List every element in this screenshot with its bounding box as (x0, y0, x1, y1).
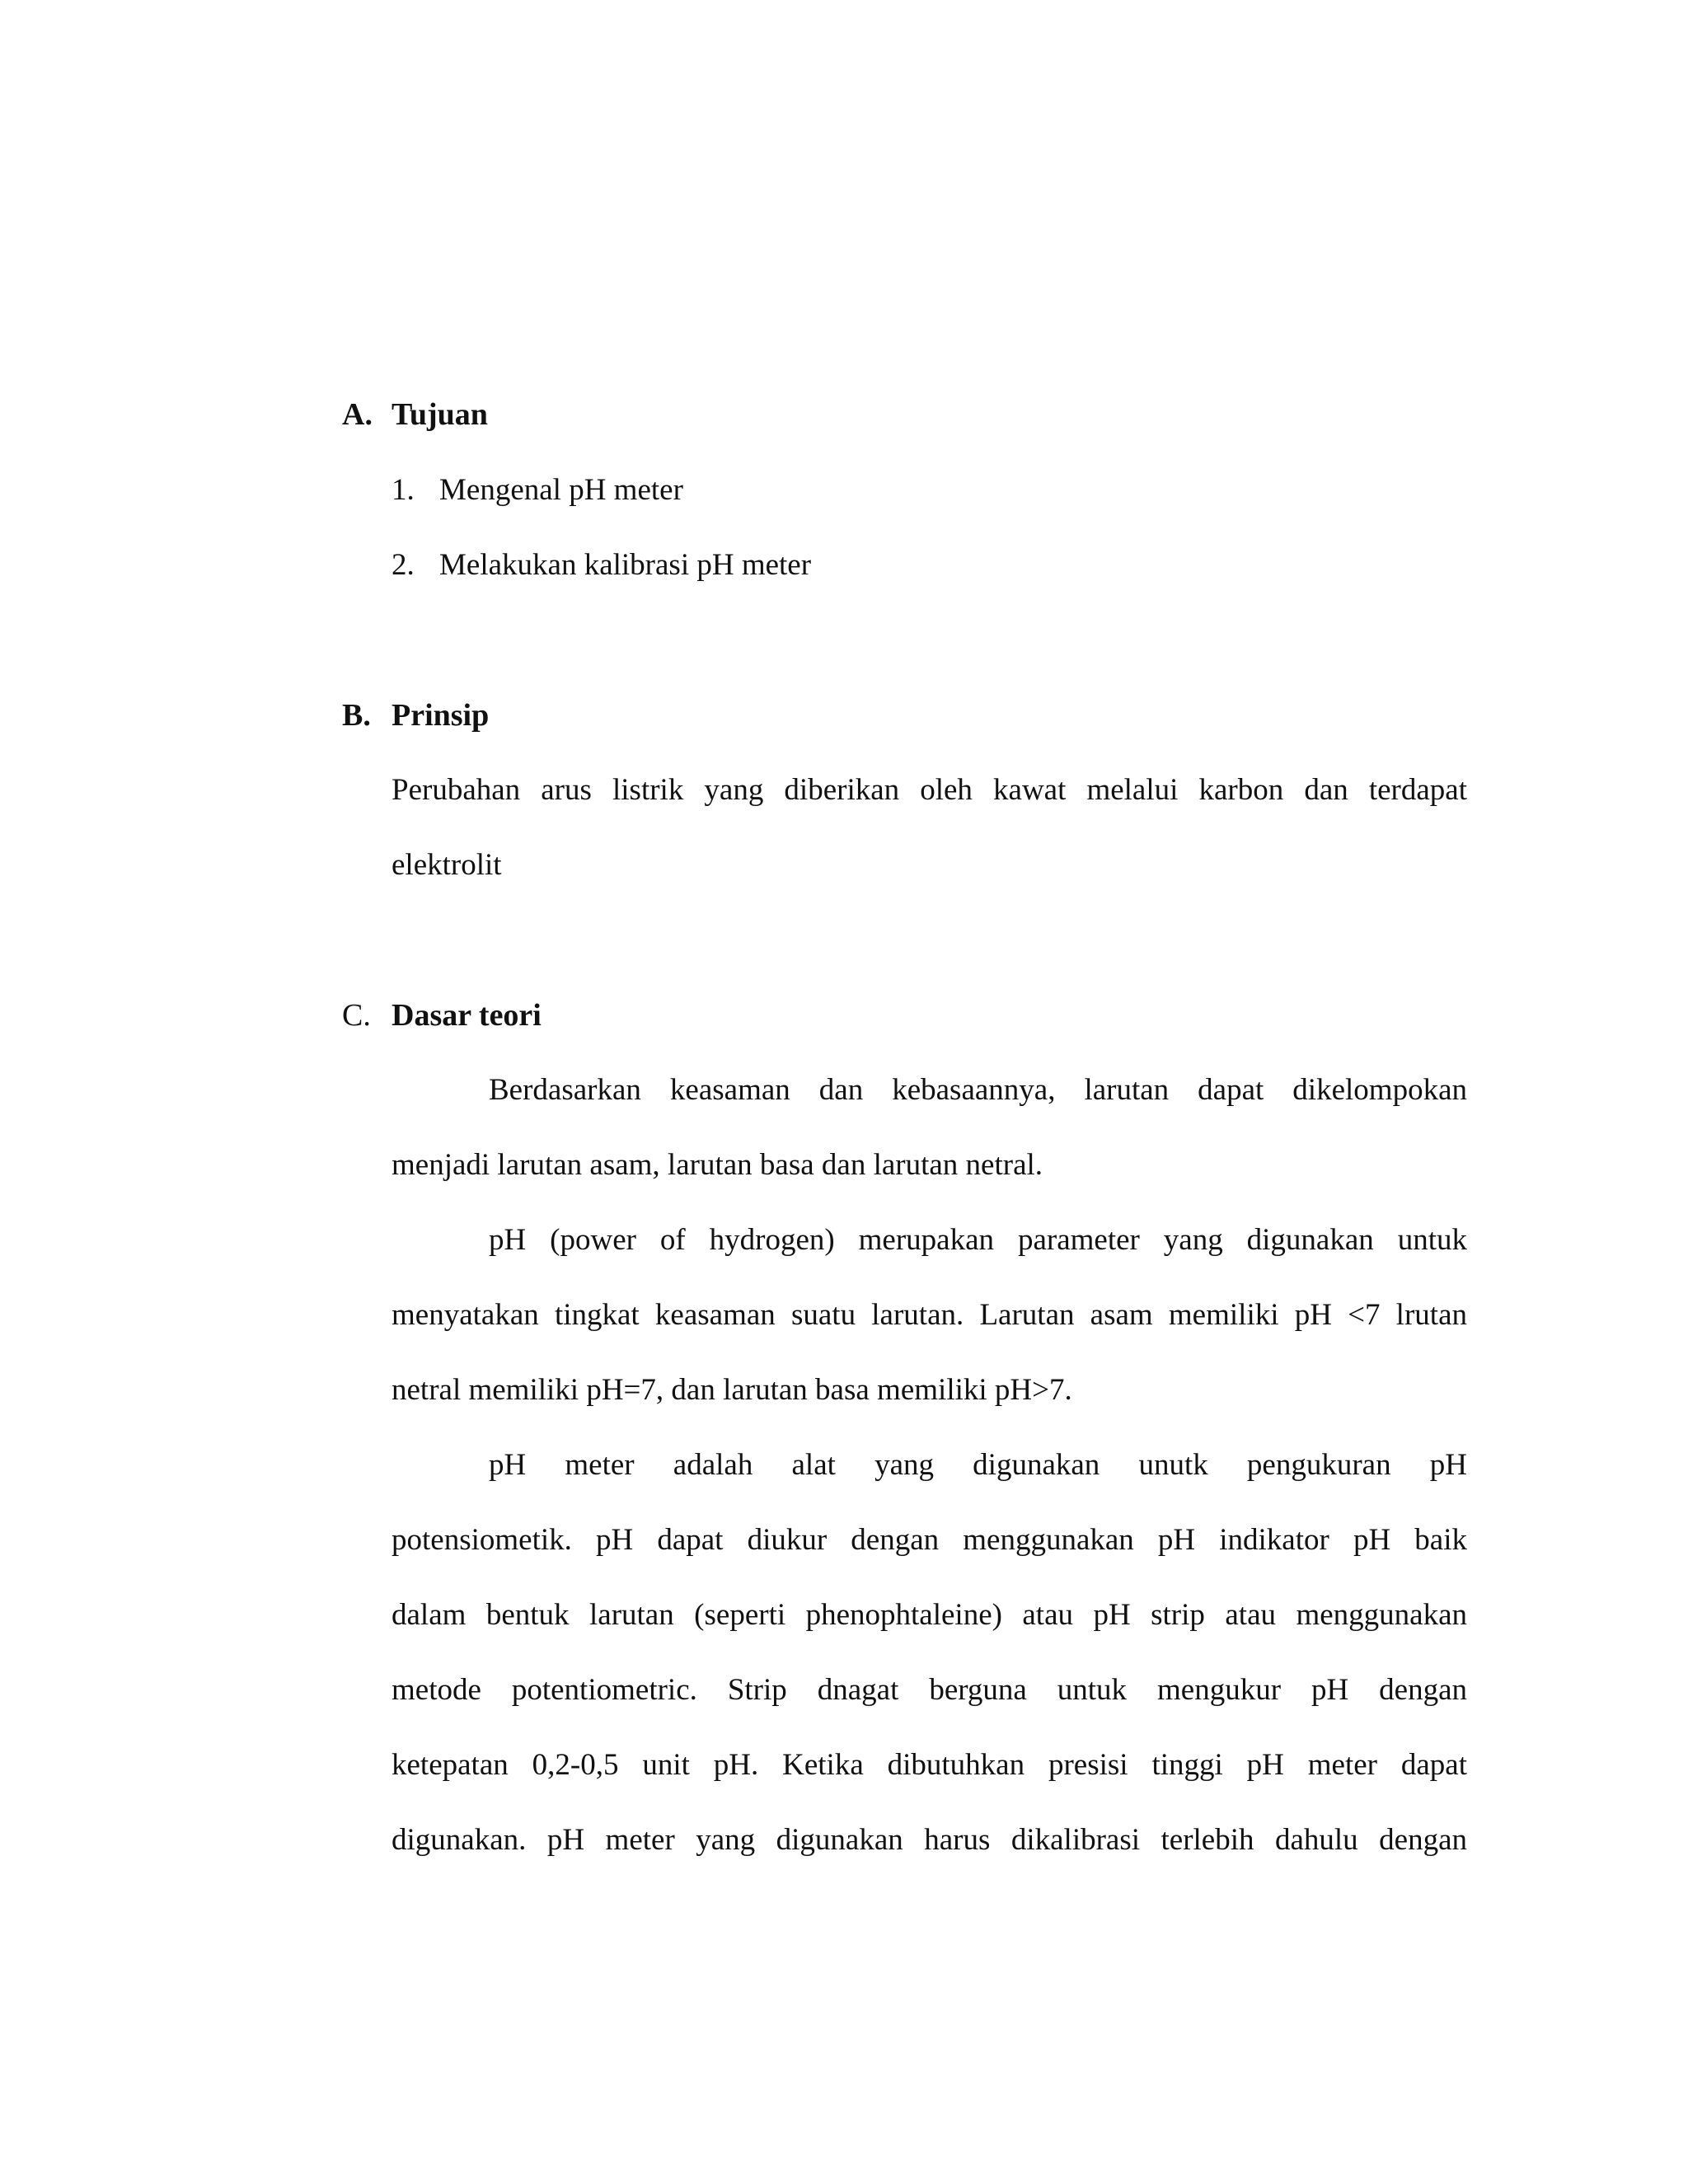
paragraph-line: metode potentiometric. Strip dnagat berguna untuk mengukur pH dengan (392, 1673, 1467, 1707)
section-b-letter: B. (342, 698, 371, 733)
paragraph-line: menyatakan tingkat keasaman suatu larutan. Larutan asam memiliki pH <7 lrutan (392, 1298, 1467, 1332)
list-item (392, 475, 683, 505)
section-b-title: Prinsip (392, 698, 490, 733)
paragraph-line: dalam bentuk larutan (seperti phenophtaleine) atau pH strip atau menggunakan (392, 1598, 1467, 1632)
section-a-title: Tujuan (392, 397, 488, 432)
paragraph-line: netral memiliki pH=7, dan larutan basa memiliki pH>7. (392, 1373, 1072, 1407)
section-c-heading (342, 1000, 542, 1031)
list-text: Mengenal pH meter (439, 473, 683, 507)
paragraph-line: elektrolit (392, 848, 502, 882)
list-text: Melakukan kalibrasi pH meter (439, 548, 812, 582)
paragraph-line: ketepatan 0,2-0,5 unit pH. Ketika dibutuhkan presisi tinggi pH meter dapat (392, 1748, 1467, 1782)
paragraph-line: pH (power of hydrogen) merupakan parameter yang digunakan untuk (489, 1223, 1467, 1257)
section-c-letter: C. (342, 998, 371, 1033)
paragraph-line: Berdasarkan keasaman dan kebasaannya, larutan dapat dikelompokan (489, 1073, 1467, 1107)
paragraph-line: Perubahan arus listrik yang diberikan oleh kawat melalui karbon dan terdapat (392, 773, 1467, 807)
paragraph-line: potensiometik. pH dapat diukur dengan menggunakan pH indikator pH baik (392, 1523, 1467, 1557)
section-a-heading (342, 399, 488, 430)
list-number: 2. (392, 548, 415, 582)
section-c-title: Dasar teori (392, 998, 542, 1033)
paragraph-line: menjadi larutan asam, larutan basa dan larutan netral. (392, 1148, 1043, 1182)
list-item (392, 550, 811, 580)
section-b-heading (342, 700, 489, 731)
section-a-letter: A. (342, 397, 373, 432)
list-number: 1. (392, 473, 415, 507)
paragraph-line: pH meter adalah alat yang digunakan unutk pengukuran pH (489, 1448, 1467, 1482)
paragraph-line: digunakan. pH meter yang digunakan harus dikalibrasi terlebih dahulu dengan (392, 1823, 1467, 1857)
